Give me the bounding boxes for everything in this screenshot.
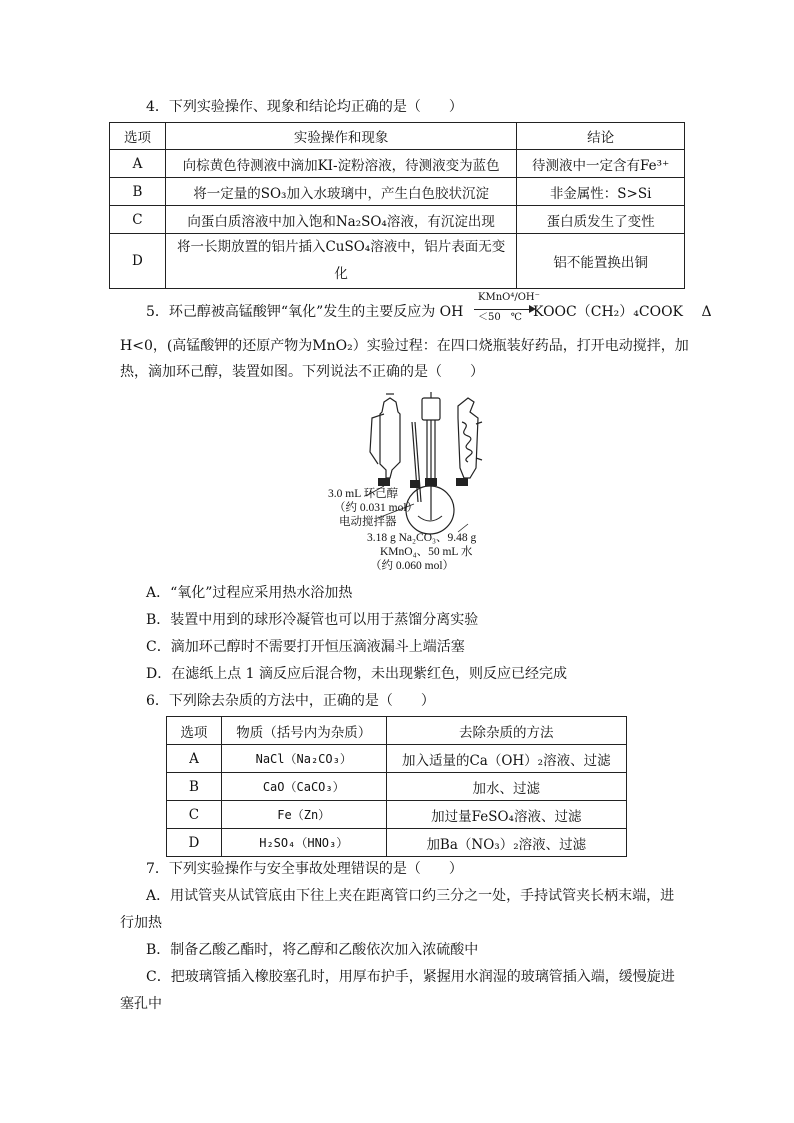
condenser-coil [462, 422, 472, 462]
substance-cell: CaO（CaCO₃） [221, 773, 386, 801]
option-cell: C [167, 801, 222, 829]
header-cell: 去除杂质的方法 [386, 717, 626, 745]
table-row [167, 745, 627, 773]
operation-line: 将一长期放置的铝片插入CuSO₄溶液中，铝片表面无变 [176, 239, 506, 255]
table-header-row [110, 123, 685, 150]
option-cell: B [167, 773, 222, 801]
q7-option-c-line1: C．把玻璃管插入橡胶塞孔时，用厚布护手，紧握用水润湿的玻璃管插入端，缓慢旋进 [146, 969, 675, 985]
option-cell: A [167, 745, 222, 773]
q6-table [166, 716, 627, 857]
figure-label-reagents: 3.18 g Na₂CO₃、9.48 g [367, 532, 477, 544]
q7-option-b: B．制备乙酸乙酯时，将乙醇和乙酸依次加入浓硫酸中 [146, 942, 479, 958]
table-row [110, 206, 685, 234]
table-row [167, 801, 627, 829]
operation-cell: 向蛋白质溶液中加入饱和Na₂SO₄溶液，有沉淀出现 [165, 206, 516, 234]
substance-cell: NaCl（Na₂CO₃） [221, 745, 386, 773]
method-cell: 加入适量的Ca（OH）₂溶液、过滤 [386, 745, 626, 773]
q5-line1-a: 5．环己醇被高锰酸钾“氧化”发生的主要反应为 OH [146, 304, 464, 320]
q5-line2: H<0，(高锰酸钾的还原产物为MnO₂）实验过程：在四口烧瓶装好药品，打开电动搅拌，加 [120, 338, 689, 354]
table-header-row [167, 717, 627, 745]
figure-label-alcohol: 3.0 mL 环己醇 [328, 488, 399, 500]
q6-stem: 6．下列除去杂质的方法中，正确的是（ ） [146, 693, 435, 709]
figure-label-stirrer: 电动搅拌器 [339, 516, 397, 528]
figure-label-kmno4-mol: （约 0.060 mol） [370, 560, 455, 572]
q5-arrow-top: KMnO⁴/OH⁻ [478, 292, 540, 303]
figure-label-kmno4: KMnO₄、50 mL 水 [380, 546, 473, 558]
conclusion-cell: 铝不能置换出铜 [517, 234, 685, 289]
option-cell: D [110, 234, 166, 289]
substance-cell: H₂SO₄（HNO₃） [221, 829, 386, 857]
q4-table [109, 122, 685, 289]
method-cell: 加过量FeSO₄溶液、过滤 [386, 801, 626, 829]
conclusion-cell: 蛋白质发生了变性 [517, 206, 685, 234]
header-cell: 选项 [167, 717, 222, 745]
option-cell: C [110, 206, 166, 234]
operation-line: 化 [334, 266, 348, 282]
table-row [167, 829, 627, 857]
operation-cell [165, 234, 516, 289]
q7-option-a-line1: A．用试管夹从试管底由下往上夹在距离管口约三分之一处，手持试管夹长柄末端，进 [146, 888, 675, 904]
header-cell: 结论 [517, 123, 685, 150]
option-cell: D [167, 829, 222, 857]
table-row [167, 773, 627, 801]
q7-option-a-line2: 行加热 [120, 915, 162, 931]
conclusion-cell: 待测液中一定含有Fe³⁺ [517, 150, 685, 178]
table-row [110, 150, 685, 178]
q5-line1-b: KOOC（CH₂）₄COOK Δ [533, 304, 712, 320]
q5-option-a: A．“氧化”过程应采用热水浴加热 [146, 585, 353, 601]
stopper [378, 478, 390, 486]
pressure-tube [370, 414, 384, 464]
q5-arrow-bottom: ＜50 ℃ [478, 312, 522, 323]
q7-stem: 7．下列实验操作与安全事故处理错误的是（ ） [146, 861, 463, 877]
header-cell: 实验操作和现象 [165, 123, 516, 150]
stirrer-motor [422, 398, 440, 420]
conclusion-cell: 非金属性：S>Si [517, 178, 685, 206]
substance-cell: Fe（Zn） [221, 801, 386, 829]
reaction-arrow [474, 309, 534, 310]
header-cell: 物质（括号内为杂质） [221, 717, 386, 745]
condenser [458, 398, 478, 478]
operation-cell: 向棕黄色待测液中滴加KI-淀粉溶液，待测液变为蓝色 [165, 150, 516, 178]
header-cell: 选项 [110, 123, 166, 150]
figure-label-alcohol-mol: （约 0.031 mol） [334, 502, 419, 514]
q5-option-d: D．在滤纸上点 1 滴反应后混合物，未出现紫红色，则反应已经完成 [146, 666, 568, 682]
q4-stem: 4．下列实验操作、现象和结论均正确的是（ ） [146, 99, 463, 115]
option-cell: B [110, 178, 166, 206]
q7-option-c-line2: 塞孔中 [120, 996, 162, 1012]
q5-option-c: C．滴加环己醇时不需要打开恒压滴液漏斗上端活塞 [146, 639, 465, 655]
operation-cell: 将一定量的SO₃加入水玻璃中，产生白色胶状沉淀 [165, 178, 516, 206]
q5-option-b: B．装置中用到的球形冷凝管也可以用于蒸馏分离实验 [146, 612, 479, 628]
method-cell: 加Ba（NO₃）₂溶液、过滤 [386, 829, 626, 857]
q5-line3: 热，滴加环己醇，装置如图。下列说法不正确的是（ ） [120, 364, 484, 380]
dropping-funnel [380, 398, 400, 478]
table-row [110, 234, 685, 289]
table-row [110, 178, 685, 206]
option-cell: A [110, 150, 166, 178]
method-cell: 加水、过滤 [386, 773, 626, 801]
